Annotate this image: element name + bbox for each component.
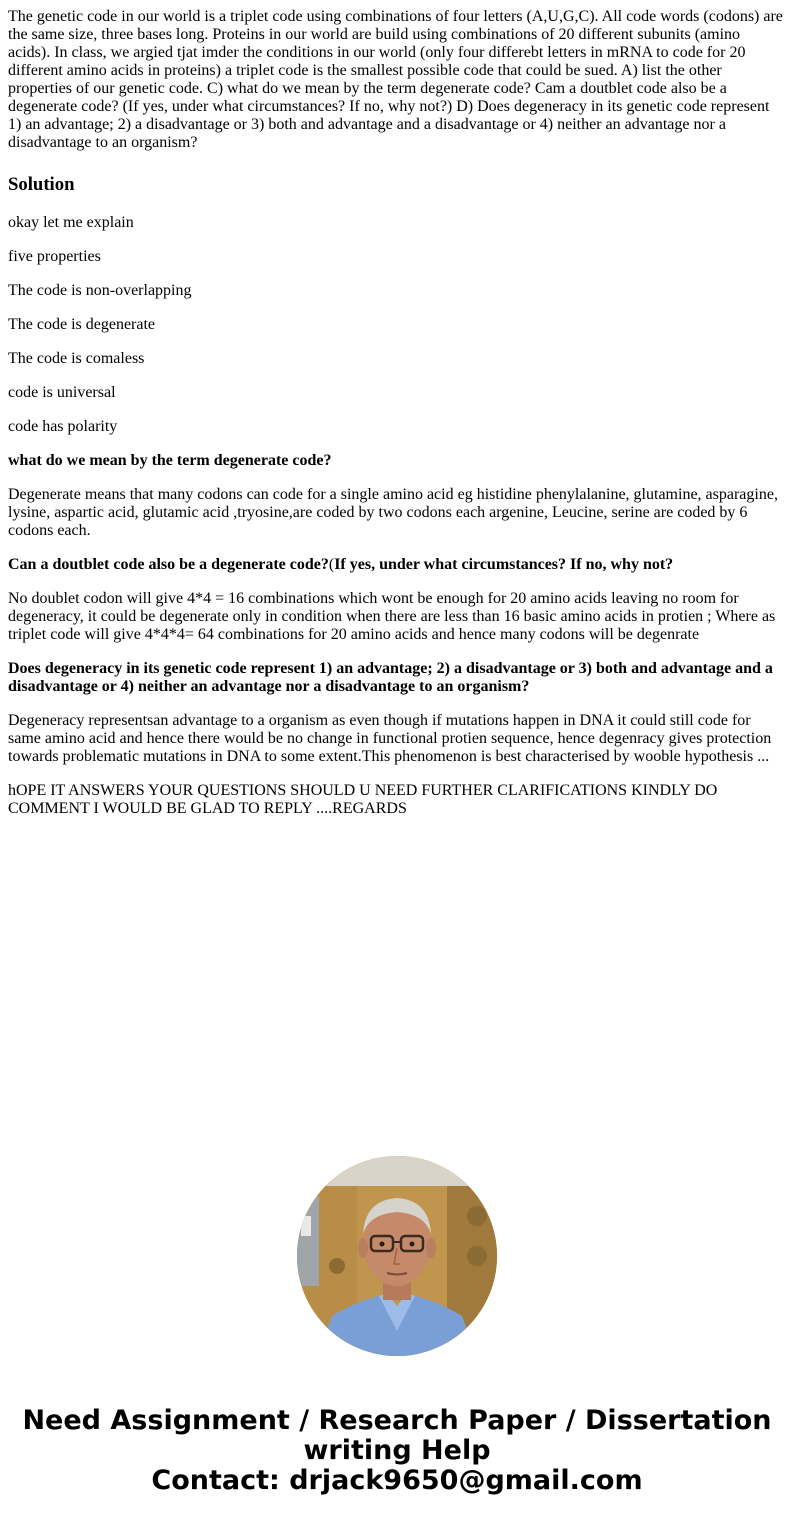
doublet-heading: [8, 556, 786, 574]
property-item: code has polarity: [8, 418, 118, 435]
answer-paragraph: five properties: [8, 248, 101, 265]
footer-line-1: Need Assignment / Research Paper / Dissertation: [22, 1405, 772, 1436]
advantage-heading: Does degeneracy in its genetic code represent 1) an advantage; 2) a disadvantage or 3) both and advantage and a disadvantage or 4) neither an advantage nor a disadvantage to an organism?: [8, 660, 773, 695]
solution-heading: Solution: [8, 174, 75, 195]
doublet-heading-paren: (: [328, 556, 335, 573]
answer-paragraph: okay let me explain: [8, 214, 134, 231]
doublet-heading-part3: If yes, under what circumstances? If no, why not?: [334, 556, 674, 573]
spacer: [8, 834, 786, 1156]
property-item: code is universal: [8, 384, 116, 401]
degenerate-text: Degenerate means that many codons can code for a single amino acid eg histidine phenylalanine, glutamine, asparagine, lysine, aspartic acid, glutamic acid ,tryosine,are coded by two codons each argenine, Leucine, serine are coded by 6 codons each.: [8, 486, 778, 539]
closing-text: hOPE IT ANSWERS YOUR QUESTIONS SHOULD U NEED FURTHER CLARIFICATIONS KINDLY DO COMMENT I WOULD BE GLAD TO REPLY ....REGARDS: [8, 782, 718, 817]
promo-footer: [0, 1406, 794, 1522]
avatar-container: [0, 1156, 794, 1356]
doublet-heading-part1: Can a doutblet code also be a degenerate code?: [8, 556, 329, 573]
person-photo-icon: [297, 1156, 497, 1356]
doublet-text: No doublet codon will give 4*4 = 16 combinations which wont be enough for 20 amino acids leaving no room for degeneracy, it could be degenerate only in condition when there are less than 16 basic amino acids in protien ; Where as triplet code will give 4*4*4= 64 combinations for 20 amino acids and hence many codons will be degenrate: [8, 590, 776, 643]
property-item: The code is non-overlapping: [8, 282, 192, 299]
footer-line-2: writing Help: [303, 1435, 491, 1466]
footer-contact: Contact: drjack9650@gmail.com: [151, 1465, 643, 1496]
property-item: The code is comaless: [8, 350, 145, 367]
advantage-text: Degeneracy representsan advantage to a organism as even though if mutations happen in DNA it could still code for same amino acid and hence there would be no change in functional protien sequence, hence degenracy gives protection towards problematic mutations in DNA to some extent.This phenomenon is best characterised by wooble hypothesis ...: [8, 712, 772, 765]
property-item: The code is degenerate: [8, 316, 156, 333]
degenerate-heading: what do we mean by the term degenerate code?: [8, 452, 332, 469]
question-text: The genetic code in our world is a triplet code using combinations of four letters (A,U,G,C). All code words (codons) are the same size, three bases long. Proteins in our world are build using combinations of 20 different subunits (amino acids). In class, we argied tjat imder the conditions in our world (only four differebt letters in mRNA to code for 20 different amino acids in proteins) a triplet code is the smallest possible code that could be sued. A) list the other properties of our genetic code. C) what do we mean by the term degenerate code? Cam a doutblet code also be a degenerate code? (If yes, under what circumstances? If no, why not?) D) Does degeneracy in its genetic code represent 1) an advantage; 2) a disadvantage or 3) both and advantage and a disadvantage or 4) neither an advantage nor a disadvantage to an organism?: [8, 8, 783, 151]
avatar: [297, 1156, 497, 1356]
